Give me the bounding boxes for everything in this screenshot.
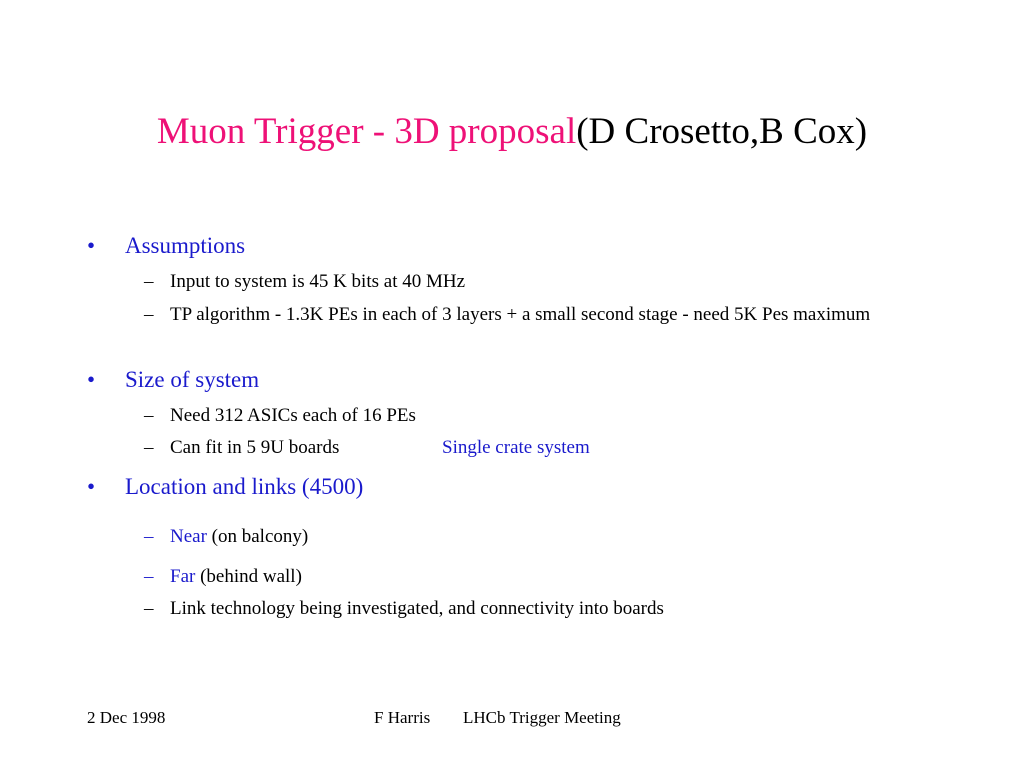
- slide-title: [0, 108, 1024, 156]
- sub-item-highlight: Far: [170, 566, 196, 587]
- dash-icon: –: [144, 437, 154, 458]
- dash-icon: –: [144, 566, 154, 587]
- bullet-label: Size of system: [125, 367, 260, 392]
- dash-icon: –: [144, 405, 154, 426]
- sub-item-rest: (behind wall): [195, 566, 302, 587]
- dash-icon: –: [144, 526, 154, 547]
- sub-item-text: Can fit in 5 9U boards: [170, 437, 340, 458]
- sub-item-text: Link technology being investigated, and connectivity into boards: [170, 598, 664, 619]
- dash-icon: –: [144, 304, 154, 325]
- slide-title-main: Muon Trigger - 3D proposal: [156, 111, 577, 152]
- sub-item-rest: (on balcony): [206, 526, 309, 547]
- sub-item-text: TP algorithm - 1.3K PEs in each of 3 layers + a small second stage - need 5K Pes maximum: [170, 304, 871, 325]
- footer-date: 2 Dec 1998: [87, 708, 166, 727]
- dash-icon: –: [144, 598, 154, 619]
- sub-item-text: Input to system is 45 K bits at 40 MHz: [170, 271, 466, 292]
- bullet-label: Location and links (4500): [125, 474, 364, 499]
- slide-title-authors: (D Crosetto,B Cox): [576, 111, 868, 152]
- bullet-icon: •: [87, 474, 96, 499]
- bullet-icon: •: [87, 367, 96, 392]
- dash-icon: –: [144, 271, 154, 292]
- sub-item-highlight: Near: [170, 526, 207, 547]
- sub-item-text: [170, 564, 302, 590]
- footer-author: F Harris: [374, 708, 431, 727]
- sub-item-note: Single crate system: [442, 437, 590, 458]
- bullet-icon: •: [87, 233, 96, 258]
- bullet-label: Assumptions: [125, 233, 246, 258]
- sub-item-text: [170, 524, 308, 550]
- footer-meeting: LHCb Trigger Meeting: [463, 708, 621, 727]
- sub-item-text: Need 312 ASICs each of 16 PEs: [170, 405, 416, 426]
